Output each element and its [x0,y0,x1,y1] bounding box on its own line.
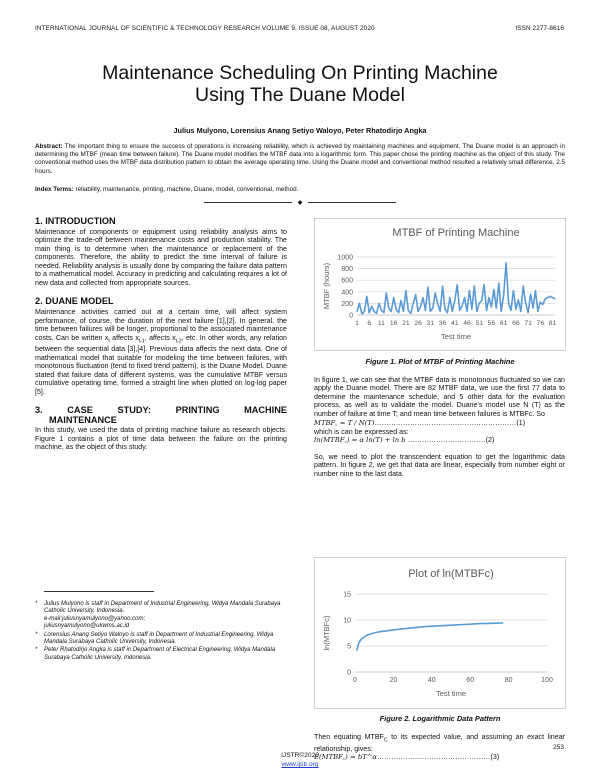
y-tick-label: 200 [341,300,353,308]
data-point [470,624,471,625]
data-point [386,292,387,293]
data-point [476,311,477,312]
data-point [535,290,536,291]
abstract-text: The important thing to ensure the success of operations is increasing reliability, which is achieved by maintaining machines and equipment. The Duane model is an approach in determining the MTBF (mean time between failure). The Duane model modifies the MTBF data into a logarithmic form. This paper chose the printing machine as the object of this study. The conventional method uses the MTBF data distribution pattern to obtain the average operating time. Using the Duane model and conventional method resulted a relatively small difference, 2.5 hours. [35,143,565,175]
y-tick-label: 0 [347,669,351,677]
data-point [405,290,406,291]
x-tick-label: 21 [402,320,410,327]
x-tick-label: 66 [512,320,520,327]
x-tick-label: 61 [499,320,508,327]
issn: ISSN 2277-8616 [515,25,564,32]
data-point [366,296,367,297]
data-point [466,311,467,312]
x-tick-label: 26 [414,320,422,327]
index-terms-text: reliability, maintenance, printing, machine, Duane, model, conventional, method. [73,186,299,193]
data-point [518,299,519,300]
data-point [496,307,497,308]
data-point [525,303,526,304]
data-point [450,625,451,626]
ln-mtbf-line-chart [315,558,565,708]
data-point [413,303,414,304]
data-point [442,285,443,286]
y-tick-label: 800 [341,266,353,274]
left-column [35,216,287,451]
y-axis-label: MTBF (hours) [322,262,331,310]
data-point [420,306,421,307]
x-tick-label: 20 [389,677,398,684]
data-point [550,296,551,297]
data-point [488,297,489,298]
data-point [403,311,404,312]
x-axis-label: Test time [440,332,472,341]
footnote-1: * Julius Mulyono is staff in Department of Industrial Engineering, Widya Mandala Surabaya Catholic University, Indonesia. e-mail:juliusnyamulyono@yahoo.com; juliusnyamulyono@ukwms.ac.id [35,601,281,630]
data-point [381,310,382,311]
x-tick-label: 60 [466,677,475,684]
data-point [460,624,461,625]
data-point [422,626,423,627]
data-point [528,312,529,313]
data-point [491,306,492,307]
x-tick-label: 76 [536,320,545,327]
data-point [361,313,362,314]
data-point [542,304,543,305]
data-point [435,292,436,293]
figure-2-chart [314,557,566,709]
chart-title: MTBF of Printing Machine [392,227,520,239]
right-paragraph-1: In figure 1, we can see that the MTBF data is monotonous fluctuated so we can apply the Duane model. There are 82 MTBF data, we use the first 77 data to determine the maintenance schedule, and 5 other data for the evaluation process, as well as to validate the model. Duane's model use N (T) as the number of failure at time T; and mean time between failures is MTBFc. So [314,376,565,418]
section-1-heading: 1. INTRODUCTION [35,216,116,226]
data-point [462,305,463,306]
y-tick-label: 5 [347,643,351,651]
data-point [479,303,480,304]
index-terms-label: Index Terms: [35,186,74,193]
data-point [432,307,433,308]
data-point [493,289,494,290]
data-point [498,623,499,624]
data-point [383,312,384,313]
footnotes [35,601,287,663]
data-point [503,294,504,295]
data-point [520,311,521,312]
data-point [378,303,379,304]
section-3-text: In this study, we used the data of printing machine failure as research objects. Figure 1 contains a plot of time data between the failure on the printing machine, as the object of this study. [35,426,287,452]
index-terms [35,186,565,193]
data-point [410,313,411,314]
data-point [391,311,392,312]
expressed-text: which is can be expressed as: [314,427,409,436]
x-axis-label: Test time [435,689,467,698]
section-separator [0,199,600,206]
data-point [540,302,541,303]
data-point [393,297,394,298]
data-point [431,626,432,627]
data-point [481,300,482,301]
page-number: 253 [552,744,564,751]
authors: Julius Mulyono, Lorensius Anang Setiyo Waloyo, Peter Rhatodirjo Angka [173,126,427,135]
data-point [393,629,394,630]
data-point [359,303,360,304]
chart-title: Plot of ln(MTBFc) [408,568,494,580]
data-point [464,297,465,298]
data-point [356,311,357,312]
x-tick-label: 81 [548,320,557,327]
data-point [547,297,548,298]
data-point [427,287,428,288]
data-point [437,303,438,304]
data-point [430,311,431,312]
data-point [474,285,475,286]
section-2-heading: 2. DUANE MODEL [35,296,114,307]
data-point [545,298,546,299]
y-tick-label: 400 [341,289,353,297]
data-point [412,627,413,628]
equation-2: ln(MTBF꜀) = α ln(T) + ln b ……………………………(2) [314,436,495,445]
series-line [357,263,555,314]
data-point [447,312,448,313]
data-point [444,309,445,310]
x-tick-label: 11 [377,320,385,327]
figure-1-chart [314,218,566,351]
y-tick-label: 0 [349,312,353,320]
x-tick-label: 0 [353,677,357,684]
abstract-label: Abstract: [35,143,63,150]
data-point [454,300,455,301]
data-point [374,632,375,633]
data-point [537,311,538,312]
data-point [552,297,553,298]
footer-url-link[interactable]: www.ijstr.org [281,761,319,768]
data-point [459,310,460,311]
section-3-heading: 3. CASE STUDY: PRINTING MACHINE [35,405,287,416]
data-point [457,284,458,285]
data-point [415,294,416,295]
data-point [377,631,378,632]
data-point [385,630,386,631]
x-tick-label: 100 [541,677,553,684]
x-tick-label: 6 [367,320,372,327]
data-point [418,311,419,312]
x-tick-label: 51 [475,320,484,327]
abstract [35,143,565,176]
right-paragraph-3: Then equating $MTBF_C$ to its expected value, and assuming an exact linear relationship, gives: E(MTBF꜀) = bT^α…………………………………………(3) [314,733,565,762]
data-point [489,623,490,624]
data-point [506,262,507,263]
data-point [381,631,382,632]
x-tick-label: 80 [504,677,513,684]
y-axis-label: ln(MTBFc) [322,615,331,651]
data-point [530,294,531,295]
data-point [422,297,423,298]
section-2-text: Maintenance activities carried out at a certain time, will affect system performance, of course, the duration of the next failure [1],[2]. In general, the time between failures will be longer, proportional to the associated maintenance costs. Can be written $x_t$ affects $x_{t-1}$, affects $x_{t-2}$, etc. In other words, any relation between the sequential data [3],[4]. Previous data affects the next data. One of mathematical model that suitable for modeling the time between failures, with monotonous fluctuation (tend to fixed trend pattern), is the Duane Model. Duane stated that failure data of different systems, was the cumulative MTBF versus cumulative operating time, formed a straight line when plotted on log-log paper [5]. [35,308,287,396]
equation-1: MTBF꜀ = T / N(T)……………………………………………………(1) [314,419,526,428]
figure-2-caption: Figure 2. Logarithmic Data Pattern [379,714,501,723]
data-point [374,311,375,312]
data-point [486,310,487,311]
data-point [498,283,499,284]
x-tick-label: 16 [389,320,398,327]
data-point [452,311,453,312]
x-tick-label: 31 [426,320,435,327]
y-tick-label: 1000 [337,254,353,262]
data-point [360,639,361,640]
data-point [362,638,363,639]
data-point [510,310,511,311]
footnote-2: * Lorensius Anang Setiyo Waloyo is staff in Department of Industrial Engineering, Widya Mandala Surabaya Catholic University, Indonesia. [35,631,274,646]
data-point [508,303,509,304]
data-point [502,622,503,623]
data-point [425,310,426,311]
data-point [469,290,470,291]
x-tick-label: 40 [427,677,436,684]
data-point [400,300,401,301]
mtbf-line-chart [315,219,565,350]
data-point [402,628,403,629]
data-point [501,311,502,312]
y-tick-label: 10 [343,617,351,625]
right-paragraph-2: So, we need to plot the transcendent equation to get the logarithmic data pattern. In figure 2, we get that data are linear, especially from number eight or number nine to the last data. [314,452,565,478]
journal-header: INTERNATIONAL JOURNAL OF SCIENTIFIC & TECHNOLOGY RESEARCH VOLUME 9, ISSUE 08, AUGUST 2020 [35,25,375,32]
data-point [408,310,409,311]
diamond-icon: ◆ [297,200,303,206]
data-point [554,298,555,299]
data-point [376,313,377,314]
data-point [441,625,442,626]
data-point [440,311,441,312]
x-tick-label: 71 [524,320,532,327]
equation-3: E(MTBF꜀) = bT^α…………………………………………(3) [314,753,500,762]
y-tick-label: 15 [343,591,351,599]
data-point [484,284,485,285]
x-tick-label: 1 [355,320,359,327]
data-point [369,312,370,313]
section-3-heading-cont: MAINTENANCE [49,415,117,426]
y-tick-label: 600 [341,277,353,285]
figure-1-caption: Figure 1. Plot of MTBF of Printing Machine [365,357,515,366]
right-column-text [314,376,565,478]
data-point [523,285,524,286]
data-point [479,623,480,624]
data-point [471,309,472,310]
section-1-text: Maintenance of components or equipment using reliability analysis aims to optimize the trade-off between maintenance costs and production stability. The main thing is to determine when the maintenance or replacement of the components. Therefore, the ability to predict the time interval of failure is needed. Reliability analysis is usually done by comparing the failure data pattern to a mathematical model. Accuracy in predicting and calculating requires a lot of new data and collected from appropriate sources. [35,228,287,287]
data-point [515,309,516,310]
x-tick-label: 56 [487,320,496,327]
title-line-1: Maintenance Scheduling On Printing Machine [102,62,498,84]
x-tick-label: 41 [450,320,459,327]
data-point [368,634,369,635]
data-point [370,633,371,634]
paper-title [0,62,600,106]
data-point [398,312,399,313]
footnote-rule [44,591,154,592]
data-point [396,309,397,310]
data-point [366,635,367,636]
data-point [358,642,359,643]
x-tick-label: 46 [463,320,471,327]
title-line-2: Using The Duane Model [195,84,405,106]
data-point [449,297,450,298]
data-point [371,306,372,307]
data-point [372,633,373,634]
data-point [532,307,533,308]
data-point [364,636,365,637]
footnote-3: * Peter Rhatodirjo Angka is staff in Department of Electrical Engineering, Widya Mandala Surabaya Catholic University, Indonesia. [35,647,276,661]
data-point [356,650,357,651]
data-point [389,630,390,631]
x-tick-label: 36 [438,320,447,327]
data-point [364,311,365,312]
footer-code: IJSTR©2020 [281,752,319,759]
data-point [388,307,389,308]
data-point [513,290,514,291]
